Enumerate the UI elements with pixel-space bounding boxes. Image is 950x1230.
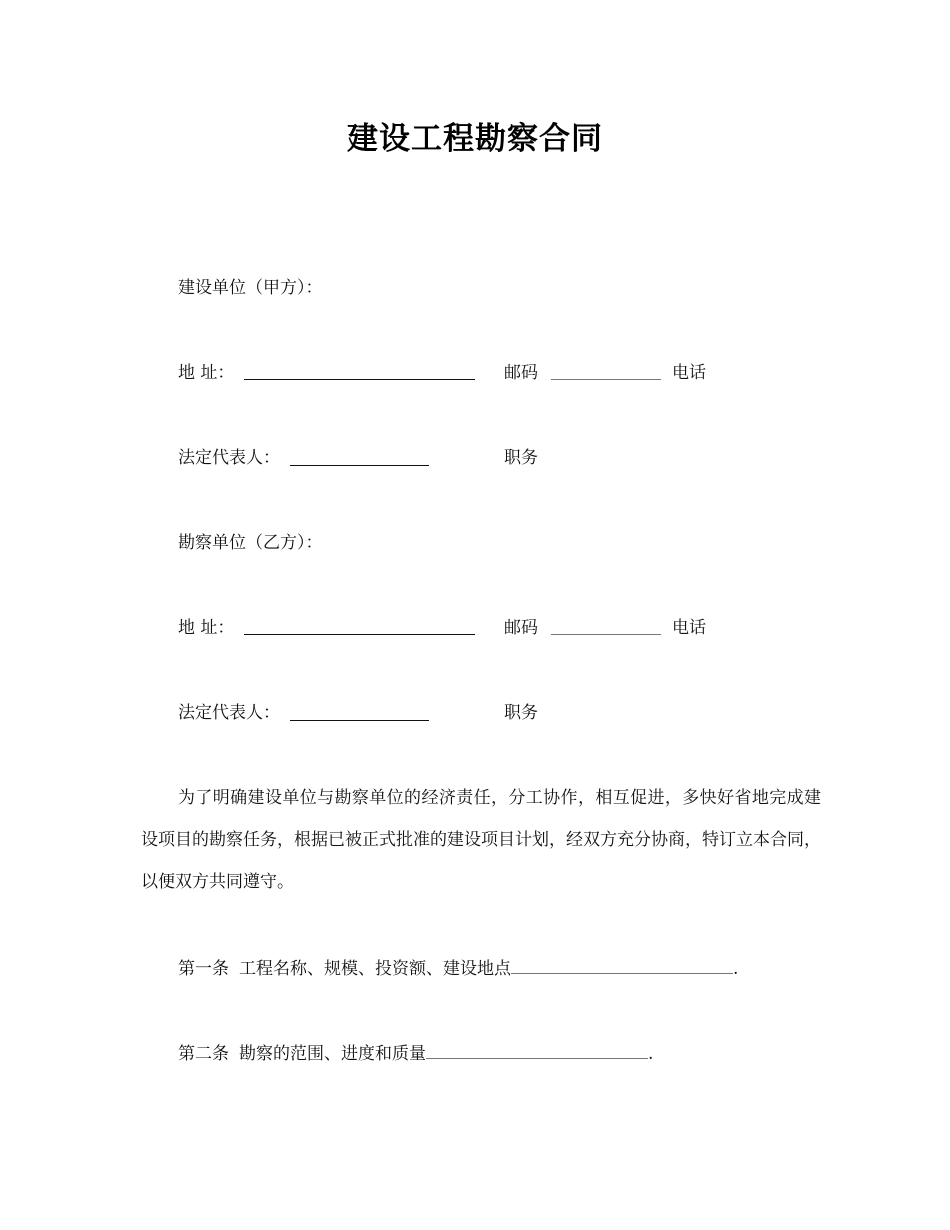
article-1 (178, 957, 738, 980)
party-a-phone-label: 电话 (672, 363, 706, 383)
party-b-phone-label: 电话 (672, 618, 706, 638)
party-a-address-field[interactable] (244, 379, 475, 380)
party-a-address-label: 地 址： (178, 363, 235, 383)
party-a-postcode-field[interactable] (551, 379, 661, 380)
article-1-text: 工程名称、规模、投资额、建设地点 (239, 959, 511, 979)
party-a-heading: 建设单位（甲方）： (178, 278, 323, 298)
article-1-number: 第一条 (178, 959, 229, 979)
party-b-postcode-field[interactable] (551, 634, 661, 635)
article-1-blank[interactable] (511, 957, 733, 974)
article-2-blank[interactable] (426, 1042, 648, 1059)
article-2-end: . (648, 1044, 654, 1064)
party-b-rep-field[interactable] (290, 720, 429, 721)
party-a-position-label: 职务 (504, 448, 538, 468)
article-2-number: 第二条 (178, 1044, 229, 1064)
party-b-heading: 勘察单位（乙方）： (178, 533, 323, 553)
party-a-postcode-label: 邮码 (504, 363, 538, 383)
party-b-rep-label: 法定代表人： (178, 703, 280, 723)
party-b-address-field[interactable] (244, 634, 475, 635)
party-a-rep-label: 法定代表人： (178, 448, 280, 468)
document-title: 建设工程勘察合同 (347, 121, 603, 157)
party-b-postcode-label: 邮码 (504, 618, 538, 638)
article-2 (178, 1042, 653, 1065)
article-2-text: 勘察的范围、进度和质量 (239, 1044, 426, 1064)
article-1-end: . (733, 959, 739, 979)
party-b-address-label: 地 址： (178, 618, 235, 638)
party-b-position-label: 职务 (504, 703, 538, 723)
preamble-paragraph: 为了明确建设单位与勘察单位的经济责任，分工协作，相互促进，多快好省地完成建设项目的勘察任务，根据已被正式批准的建设项目计划，经双方充分协商，特订立本合同，以便双方共同遵守。 (141, 788, 821, 892)
party-a-rep-field[interactable] (290, 465, 429, 466)
